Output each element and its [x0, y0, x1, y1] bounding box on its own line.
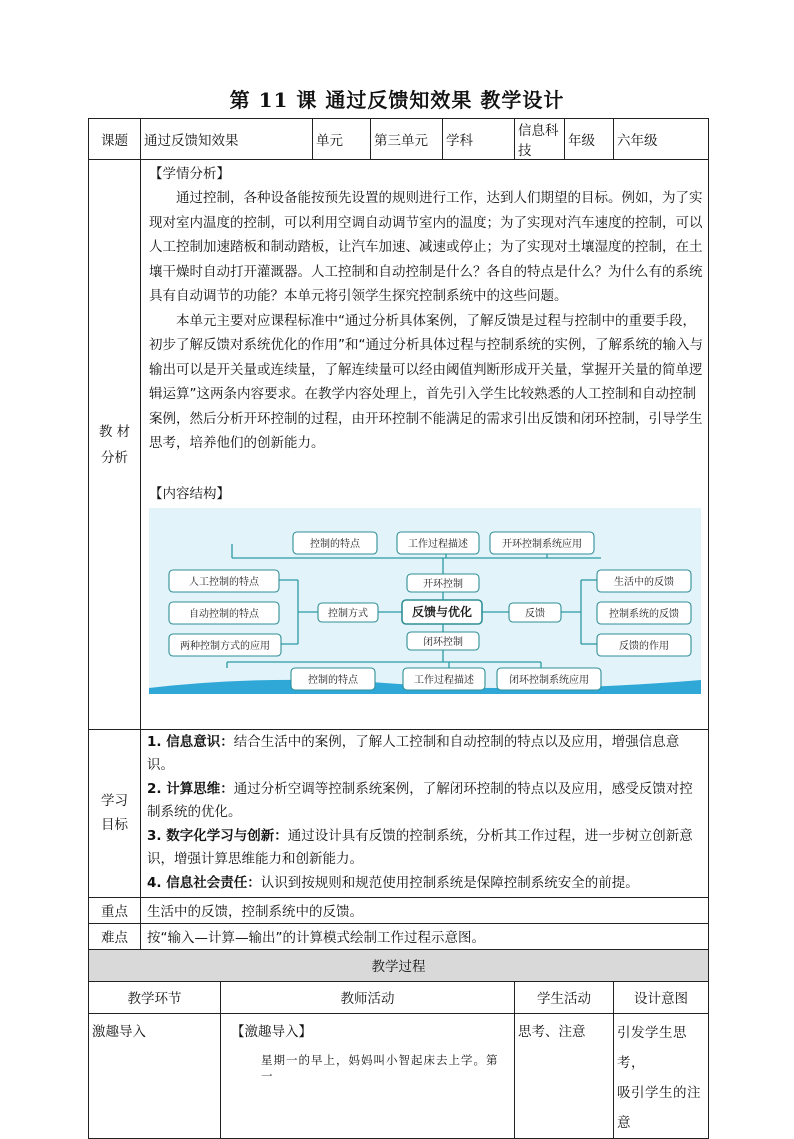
grade-label: 年级: [565, 119, 614, 160]
student-analysis-text: 通过控制，各种设备能按预先设置的规则进行工作，达到人们期望的目标。例如，为了实现对室内温度的控制，可以利用空调自动调节室内的温度；为了实现对汽车速度的控制，可以人工控制加速踏板和制动踏板，让汽车加速、减速或停止；为了实现对土壤湿度的控制，在土壤干燥时自动打开灌溉器。人工控制和自动控制是什么？各自的特点是什么？为什么有的系统具有自动调节的功能？本单元将引领学生探究控制系统中的这些问题。: [149, 190, 703, 304]
analysis-row: [89, 160, 709, 730]
node-label: 开环控制系统应用: [502, 538, 582, 550]
process-row: [89, 1013, 709, 1138]
life-feedback-node: [597, 570, 691, 592]
subject-label: 学科: [443, 119, 515, 160]
analysis-content: [141, 160, 709, 730]
control-methods-application-node: [169, 634, 281, 656]
control-system-feedback-node: [597, 602, 691, 624]
node-label: 控制的特点: [308, 674, 358, 686]
node-label: 反馈与优化: [411, 604, 473, 619]
difficulty-label: 难点: [89, 923, 141, 949]
unit-value: 第三单元: [371, 119, 443, 160]
grade-value: 六年级: [614, 119, 709, 160]
teacher-story: 星期一的早上，妈妈叫小智起床去上学。第一: [261, 1052, 499, 1083]
process-heading-row: [89, 949, 709, 981]
top-control-features-node: [293, 532, 377, 554]
goal-item: 2. 计算思维：通过分析空调等控制系统案例，了解闭环控制的特点以及应用，感受反馈对控制系统的优化。: [147, 781, 693, 820]
difficulty-text: 按“输入—计算—输出”的计算模式绘制工作过程示意图。: [141, 923, 709, 949]
intent-cell: 引发学生思考， 吸引学生的注意: [614, 1013, 709, 1138]
feedback-effect-node: [597, 634, 691, 656]
goal-item: 4. 信息社会责任：认识到按规则和规范使用控制系统是保障控制系统安全的前提。: [147, 875, 639, 891]
open-loop-application-node: [490, 532, 594, 554]
column-intent: 设计意图: [614, 981, 709, 1013]
goals-row: [89, 730, 709, 898]
key-point-text: 生活中的反馈，控制系统中的反馈。: [141, 897, 709, 923]
node-label: 反馈: [525, 608, 545, 619]
auto-control-features-node: [169, 602, 279, 624]
teacher-cell: [221, 1013, 515, 1138]
node-label: 控制系统的反馈: [609, 608, 679, 620]
node-label: 生活中的反馈: [614, 576, 674, 588]
header-row: [89, 119, 709, 160]
goals-label: 学习 目标: [89, 730, 141, 898]
top-process-description-node: [397, 532, 479, 554]
goal-item: 1. 信息意识：结合生活中的案例，了解人工控制和自动控制的特点以及应用，增强信息意识。: [147, 734, 680, 773]
node-label: 闭环控制系统应用: [509, 674, 589, 686]
node-label: 工作过程描述: [414, 674, 474, 686]
structure-heading: 【内容结构】: [149, 485, 230, 502]
node-label: 反馈的作用: [619, 640, 669, 652]
unit-label: 单元: [313, 119, 371, 160]
lesson-label: 课题: [89, 119, 141, 160]
teacher-heading: 【激趣导入】: [231, 1023, 312, 1040]
node-label: 工作过程描述: [408, 538, 468, 550]
node-label: 自动控制的特点: [189, 608, 259, 620]
node-label: 控制方式: [328, 608, 368, 619]
column-teacher: 教师活动: [221, 981, 515, 1013]
node-label: 闭环控制: [423, 636, 463, 648]
control-methods-node: [318, 603, 378, 622]
node-label: 开环控制: [423, 578, 463, 590]
manual-control-features-node: [169, 570, 279, 592]
student-analysis-heading: 【学情分析】: [149, 166, 230, 182]
stage-cell: 激趣导入: [89, 1013, 221, 1138]
open-loop-node: [407, 574, 479, 592]
center-feedback-optimization-node: [402, 600, 482, 624]
content-structure-diagram: [149, 508, 701, 694]
closed-loop-application-node: [497, 668, 601, 690]
node-label: 两种控制方式的应用: [180, 640, 270, 652]
column-stage: 教学环节: [89, 981, 221, 1013]
lesson-plan-table: [88, 118, 709, 1139]
key-point-label: 重点: [89, 897, 141, 923]
goal-item: 3. 数字化学习与创新：通过设计具有反馈的控制系统，分析其工作过程，进一步树立创新意识，增强计算思维能力和创新能力。: [147, 828, 693, 867]
subject-value: 信息科技: [515, 119, 565, 160]
column-student: 学生活动: [515, 981, 614, 1013]
difficulty-row: [89, 923, 709, 949]
bottom-control-features-node: [291, 668, 375, 690]
student-cell: 思考、注意: [515, 1013, 614, 1138]
process-heading: 教学过程: [89, 949, 709, 981]
feedback-node: [509, 603, 561, 622]
process-column-headers: [89, 981, 709, 1013]
goals-content: [141, 730, 709, 898]
analysis-label: 教 材 分析: [89, 160, 141, 730]
node-label: 人工控制的特点: [189, 576, 259, 588]
key-point-row: [89, 897, 709, 923]
closed-loop-node: [407, 632, 479, 650]
node-label: 控制的特点: [310, 538, 360, 550]
unit-analysis-text: 本单元主要对应课程标准中“通过分析具体案例，了解反馈是过程与控制中的重要手段，初步了解反馈对系统优化的作用”和“通过分析具体过程与控制系统的实例，了解系统的输入与输出可以是开关量或连续量，了解连续量可以经由阈值判断形成开关量，掌握开关量的简单逻辑运算”这两条内容要求。在教学内容处理上，首先引入学生比较熟悉的人工控制和自动控制案例，然后分析开环控制的过程，由开环控制不能满足的需求引出反馈和闭环控制，引导学生思考，培养他们的创新能力。: [149, 312, 703, 451]
page-title: 第 11 课 通过反馈知效果 教学设计: [229, 88, 565, 112]
bottom-process-description-node: [403, 668, 485, 690]
lesson-value: 通过反馈知效果: [141, 119, 313, 160]
